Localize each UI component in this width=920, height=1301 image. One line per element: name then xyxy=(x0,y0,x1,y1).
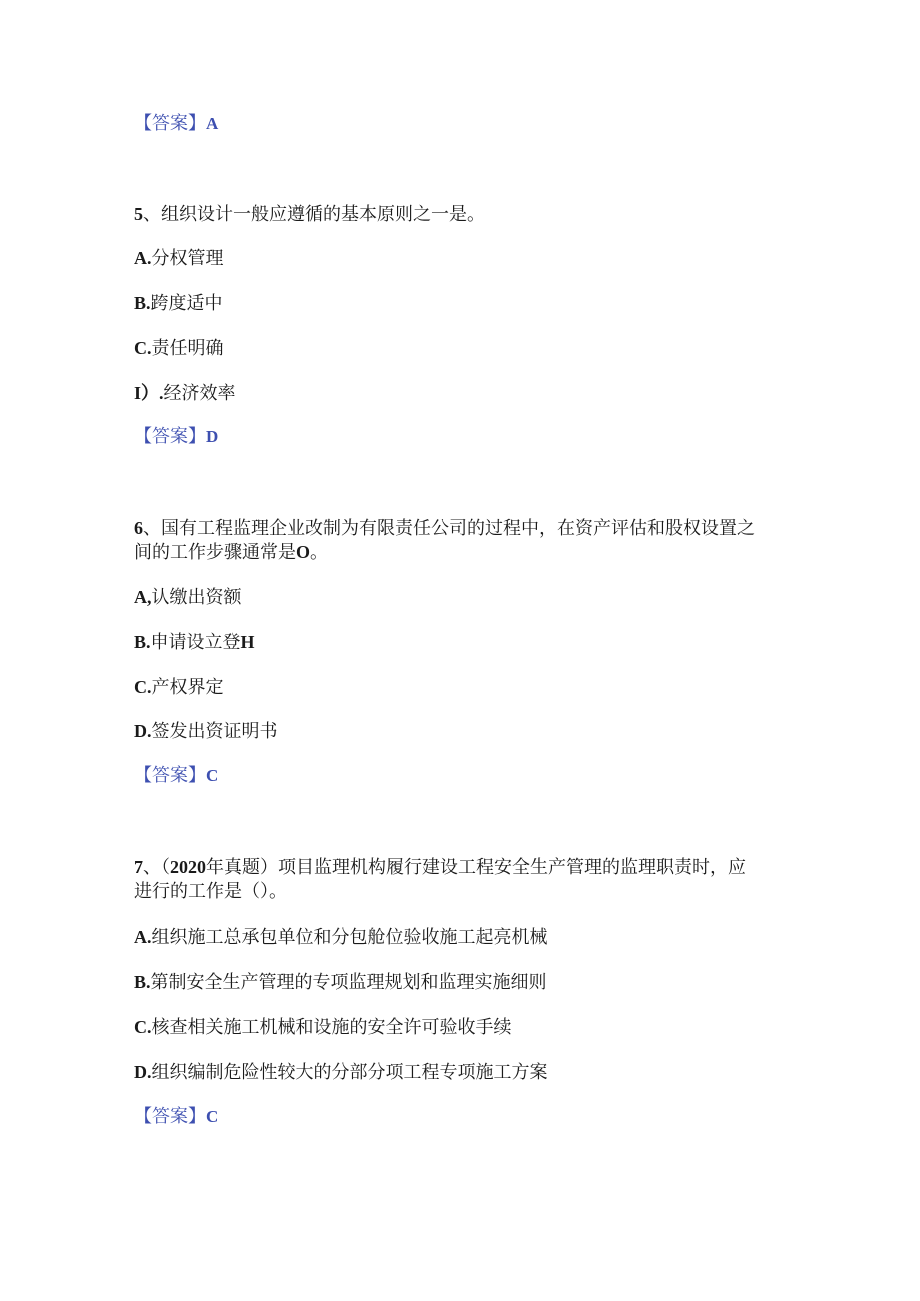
option-text: 核查相关施工机械和设施的安全许可验收手续 xyxy=(151,1017,512,1038)
answer-letter: A xyxy=(206,114,219,133)
question-stem xyxy=(134,202,485,227)
answer-line xyxy=(134,112,218,136)
option-item xyxy=(134,246,224,271)
option-letter: B. xyxy=(134,972,151,992)
option-text: 经济效率 xyxy=(163,383,236,404)
option-text: 第制安全生产管理的专项监理规划和监理实施细则 xyxy=(150,972,547,993)
question-text: 进行的工作是（）。 xyxy=(134,881,287,902)
answer-line xyxy=(134,425,218,449)
option-text: 跨度适中 xyxy=(150,293,223,314)
question-text: 、（ xyxy=(143,857,170,878)
option-letter: A, xyxy=(134,587,152,607)
question-stem xyxy=(134,516,755,541)
option-letter: B. xyxy=(134,293,151,313)
question-number: 7 xyxy=(134,857,143,877)
option-text: 组织编制危险性较大的分部分项工程专项施工方案 xyxy=(151,1062,548,1083)
question-text: 间的工作步骤通常是 xyxy=(134,542,296,563)
question-stem xyxy=(134,855,746,880)
option-letter: C. xyxy=(134,1017,152,1037)
option-text: 签发出资证明书 xyxy=(151,721,278,742)
option-item xyxy=(134,381,236,406)
option-item xyxy=(134,291,223,316)
option-letter: B. xyxy=(134,632,151,652)
option-letter: I）. xyxy=(134,383,164,403)
option-text: 产权界定 xyxy=(151,677,224,698)
option-text: 分权管理 xyxy=(151,248,224,269)
option-letter: A. xyxy=(134,927,152,947)
option-item xyxy=(134,1015,512,1040)
option-item xyxy=(134,719,278,744)
answer-letter: C xyxy=(206,766,219,785)
answer-label: 【答案】 xyxy=(134,113,206,134)
option-item xyxy=(134,630,255,655)
question-stem-continued xyxy=(134,540,328,565)
answer-letter: D xyxy=(206,427,219,446)
question-year: 2020 xyxy=(170,857,206,877)
option-text: 申请设立登 xyxy=(150,632,241,653)
question-text: 。 xyxy=(310,542,329,563)
option-item xyxy=(134,925,548,950)
answer-label: 【答案】 xyxy=(134,1106,206,1127)
option-letter: C. xyxy=(134,677,152,697)
answer-line xyxy=(134,1105,218,1129)
option-item xyxy=(134,336,224,361)
option-item xyxy=(134,585,242,610)
option-text: 责任明确 xyxy=(151,338,224,359)
option-text: 组织施工总承包单位和分包舱位验收施工起亮机械 xyxy=(151,927,548,948)
answer-label: 【答案】 xyxy=(134,426,206,447)
question-stem-continued xyxy=(134,880,287,904)
question-text: 、国有工程监理企业改制为有限责任公司的过程中，在资产评估和股权设置之 xyxy=(143,518,755,539)
option-item xyxy=(134,1060,548,1085)
answer-letter: C xyxy=(206,1107,219,1126)
answer-line xyxy=(134,764,218,788)
answer-label: 【答案】 xyxy=(134,765,206,786)
option-item xyxy=(134,970,547,995)
option-item xyxy=(134,675,224,700)
option-text: 认缴出资额 xyxy=(151,587,242,608)
question-number: 5 xyxy=(134,204,143,224)
option-letter: C. xyxy=(134,338,152,358)
question-text: 年真题）项目监理机构履行建设工程安全生产管理的监理职责时，应 xyxy=(206,857,746,878)
option-suffix: H xyxy=(240,632,255,652)
option-letter: A. xyxy=(134,248,152,268)
question-placeholder: O xyxy=(296,542,311,562)
question-text: 、组织设计一般应遵循的基本原则之一是。 xyxy=(143,204,485,225)
question-number: 6 xyxy=(134,518,143,538)
option-letter: D. xyxy=(134,1062,152,1082)
option-letter: D. xyxy=(134,721,152,741)
